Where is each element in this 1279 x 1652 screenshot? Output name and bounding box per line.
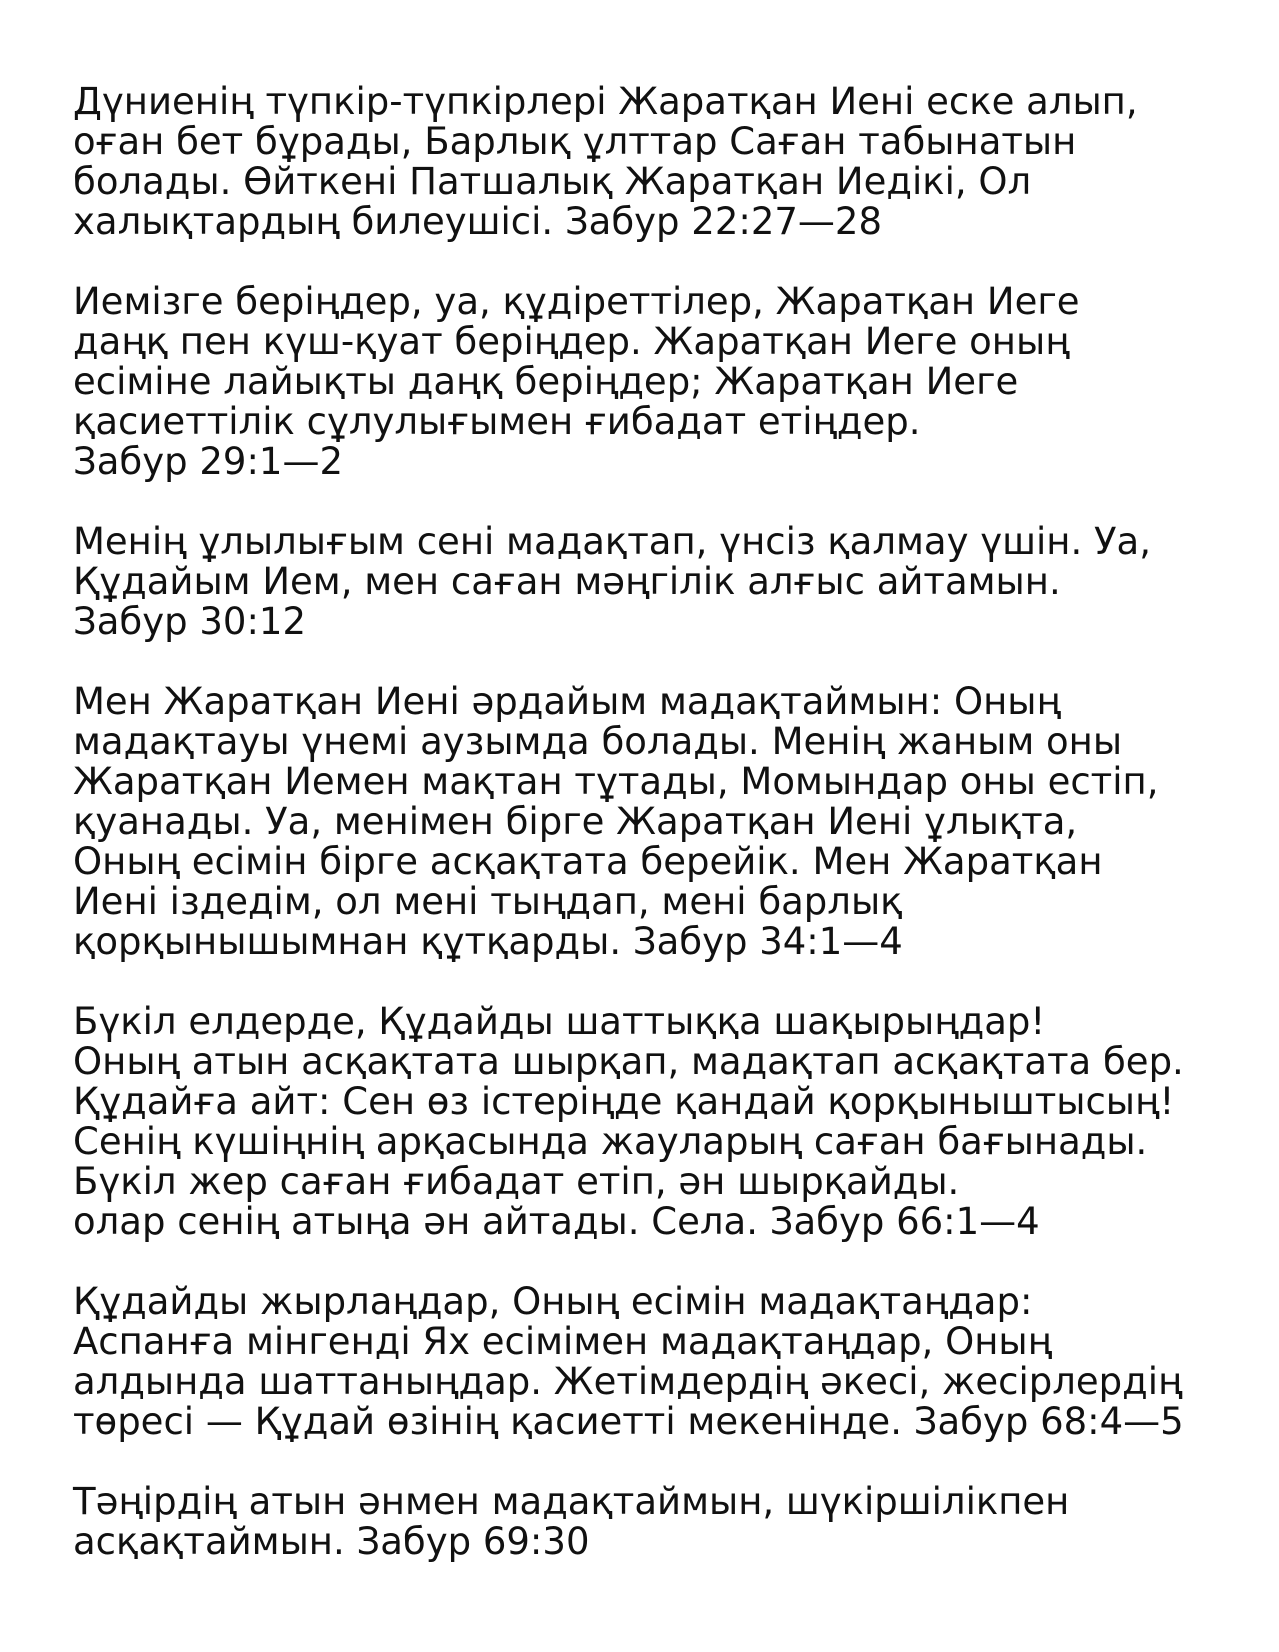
text-line: Мен Жаратқан Иені әрдайым мадақтаймын: Оның <box>73 680 1061 723</box>
text-line: Аспанға мінгенді Ях есімімен мадақтаңдар, Оның <box>73 1320 1053 1363</box>
passage-psalm-69 <box>73 1482 1263 1562</box>
passage-psalm-22 <box>73 82 1263 242</box>
text-line: Оның есімін бірге асқақтата берейік. Мен Жаратқан <box>73 840 1103 883</box>
text-line: Жаратқан Иемен мақтан тұтады, Момындар оны естіп, <box>73 760 1159 803</box>
text-line: Иені іздедім, ол мені тыңдап, мені барлық <box>73 880 903 923</box>
text-line: төресі — Құдай өзінің қасиетті мекенінде. Забур 68:4—5 <box>73 1400 1184 1443</box>
text-line: асқақтаймын. Забур 69:30 <box>73 1520 590 1563</box>
text-line: Иемізге беріңдер, уа, құдіреттілер, Жаратқан Иеге <box>73 280 1080 323</box>
text-line: мадақтауы үнемі аузымда болады. Менің жаным оны <box>73 720 1123 763</box>
passage-psalm-29 <box>73 282 1263 482</box>
text-line: қуанады. Уа, менімен бірге Жаратқан Иені ұлықта, <box>73 800 1078 843</box>
text-line: даңқ пен күш-қуат беріңдер. Жаратқан Иеге оның <box>73 320 1070 363</box>
text-line: Құдайым Ием, мен саған мәңгілік алғыс айтамын. <box>73 560 1061 603</box>
text-line: қасиеттілік сұлулығымен ғибадат етіңдер. <box>73 400 921 443</box>
text-line: олар сенің атыңа ән айтады. Села. Забур 66:1—4 <box>73 1200 1040 1243</box>
text-line: алдында шаттаныңдар. Жетімдердің әкесі, жесірлердің <box>73 1360 1183 1403</box>
passage-psalm-68 <box>73 1282 1263 1442</box>
text-line: Сенің күшіңнің арқасында жауларың саған бағынады. <box>73 1120 1148 1163</box>
text-line: Дүниенің түпкір-түпкірлері Жаратқан Иені еске алып, <box>73 80 1138 123</box>
text-line: Тәңірдің атын әнмен мадақтаймын, шүкіршілікпен <box>73 1480 1070 1523</box>
text-line: Құдайды жырлаңдар, Оның есімін мадақтаңдар: <box>73 1280 1033 1323</box>
text-line: Забур 29:1—2 <box>73 440 343 483</box>
text-line: Құдайға айт: Сен өз істеріңде қандай қорқыныштысың! <box>73 1080 1175 1123</box>
passage-psalm-34 <box>73 682 1263 962</box>
text-line: Оның атын асқақтата шырқап, мадақтап асқақтата бер. <box>73 1040 1184 1083</box>
document-page <box>73 82 1263 1602</box>
text-line: Бүкіл елдерде, Құдайды шаттыққа шақырыңдар! <box>73 1000 1046 1043</box>
text-line: халықтардың билеушісі. Забур 22:27—28 <box>73 200 883 243</box>
text-line: Забур 30:12 <box>73 600 306 643</box>
text-line: болады. Өйткені Патшалық Жаратқан Иедікі, Ол <box>73 160 1032 203</box>
text-line: есіміне лайықты даңқ беріңдер; Жаратқан Иеге <box>73 360 1019 403</box>
text-line: қорқынышымнан құтқарды. Забур 34:1—4 <box>73 920 903 963</box>
text-line: Менің ұлылығым сені мадақтап, үнсіз қалмау үшін. Уа, <box>73 520 1151 563</box>
passage-psalm-66 <box>73 1002 1263 1242</box>
text-line: Бүкіл жер саған ғибадат етіп, ән шырқайды. <box>73 1160 960 1203</box>
passage-psalm-30 <box>73 522 1263 642</box>
text-line: оған бет бұрады, Барлық ұлттар Саған табынатын <box>73 120 1077 163</box>
